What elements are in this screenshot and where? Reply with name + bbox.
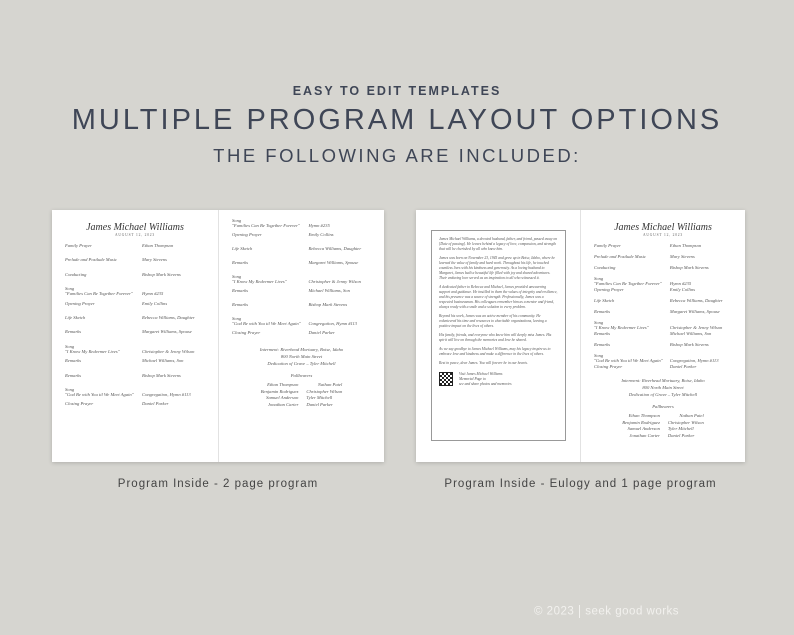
interment-line: 800 North Main Street bbox=[642, 385, 684, 390]
program-date: AUGUST 12, 2023 bbox=[643, 233, 683, 237]
pallbearers-column bbox=[622, 413, 660, 439]
participant: Rebecca Williams, Daughter bbox=[308, 246, 362, 251]
program-row bbox=[52, 257, 218, 271]
program-item-label bbox=[594, 353, 670, 363]
eulogy-paragraph: His family, friends, and everyone who knew him will deeply miss James. His spirit will live on through the memories and love he shared. bbox=[439, 333, 552, 342]
program-item-label bbox=[65, 272, 142, 277]
participant: Daniel Parker bbox=[669, 364, 697, 369]
program-name: James Michael Williams bbox=[86, 222, 184, 233]
program-item-label bbox=[594, 276, 670, 286]
item-label: Opening Prayer bbox=[232, 232, 262, 237]
program-item-label bbox=[232, 232, 308, 237]
two-page-program-mockup bbox=[52, 210, 384, 462]
item-label: Remarks bbox=[232, 260, 249, 265]
interment-info bbox=[219, 346, 384, 367]
footer-credit bbox=[534, 605, 679, 618]
caption-eulogy: Program Inside - Eulogy and 1 page program bbox=[444, 478, 717, 490]
participant: Congregation, Hymn #113 bbox=[669, 358, 719, 363]
program-row bbox=[219, 302, 384, 316]
program-item-label bbox=[232, 316, 308, 326]
program-name: James Michael Williams bbox=[614, 222, 712, 233]
participant: Bishop Mark Stevens bbox=[669, 342, 709, 347]
program-row bbox=[219, 232, 384, 246]
eulogy-page bbox=[416, 210, 580, 462]
program-item-label bbox=[594, 254, 670, 259]
participant: Christopher & Jenny Wilson bbox=[669, 325, 723, 330]
program-row bbox=[52, 286, 218, 300]
interment-line: 800 North Main Street bbox=[280, 354, 323, 359]
participant: Michael Williams, Son bbox=[669, 331, 712, 336]
program-page-continued bbox=[218, 210, 384, 462]
program-row bbox=[581, 353, 745, 364]
program-row bbox=[581, 364, 745, 375]
participant: Hymn #235 bbox=[142, 291, 164, 297]
pallbearers-column bbox=[306, 382, 342, 408]
interment-line: Interment: Riverhead Mortuary, Boise, Idaho bbox=[259, 347, 344, 352]
program-row bbox=[581, 265, 745, 276]
participant: Hymn #235 bbox=[308, 223, 330, 228]
item-label: Remarks bbox=[232, 302, 249, 307]
song-title: "Families Can Be Together Forever" bbox=[232, 223, 300, 228]
pallbearer-name: Nathan Patel bbox=[679, 413, 704, 418]
participant: Bishop Mark Stevens bbox=[308, 302, 348, 307]
eulogy-paragraph: Rest in peace, dear James. You will forever be in our hearts. bbox=[439, 361, 528, 365]
participant: Mary Stevens bbox=[142, 257, 167, 263]
pallbearer-name: Ethan Thompson bbox=[267, 382, 299, 387]
eulogy-paragraph: As we say goodbye to James Michael Williams, may his legacy inspire us to embrace love and kindness and make a difference in the lives of others. bbox=[439, 347, 551, 356]
item-label: Remarks bbox=[594, 342, 611, 347]
eulogy-paragraph: James was born on November 23, 1945 and grew up in Boise, Idaho, where he learned the value of family and hard work. Throughout his life, he touched countless lives with his kindness and generosity. As a loving husband to Margaret, James built a beautiful life filled with joy and shared adventures. Their enduring love served as an inspiration to all who witnessed it. bbox=[439, 256, 555, 280]
participant: Mary Stevens bbox=[669, 254, 695, 259]
item-label: Life Sketch bbox=[65, 314, 86, 320]
eulogy-program-mockup bbox=[416, 210, 745, 462]
item-label: Song bbox=[232, 316, 242, 321]
pallbearer-name: Jonathan Carter bbox=[267, 401, 299, 407]
eulogy-paragraph: A dedicated father to Rebecca and Michael, James provided unwavering support and guidance. He instilled in them the values of integrity and resilience, and his presence was a source of strength. Professionally, James was a respected businessman. His colleagues remember him as a mentor and friend, always ready with a smile and a solution to every problem. bbox=[439, 285, 558, 309]
program-item-label bbox=[232, 302, 308, 307]
copyright: © 2023 bbox=[534, 605, 575, 618]
program-row bbox=[581, 243, 745, 254]
item-label: Song bbox=[594, 320, 604, 325]
program-item-label bbox=[65, 387, 142, 397]
program-item-label bbox=[594, 298, 670, 303]
program-item-label bbox=[65, 257, 142, 262]
qr-text: see and share photos and memories bbox=[459, 382, 512, 386]
program-row bbox=[219, 288, 384, 302]
program-row bbox=[219, 316, 384, 330]
brand-name: seek good works bbox=[585, 605, 680, 618]
pallbearer-name: Daniel Parker bbox=[306, 401, 333, 407]
program-date: AUGUST 12, 2023 bbox=[115, 233, 155, 237]
qr-text: Memorial Page to bbox=[459, 377, 486, 381]
item-label: Song bbox=[594, 353, 604, 358]
caption-two-page: Program Inside - 2 page program bbox=[117, 478, 319, 490]
eulogy-paragraph: James Michael Williams, a devoted husband, father, and friend, passed away on [Date of passing]. He leaves behind a legacy of love, compassion, and strength that will be cherished by all who knew him. bbox=[439, 237, 558, 251]
item-label: Remarks bbox=[65, 372, 82, 378]
interment-line: Interment: Riverhead Mortuary, Boise, Idaho bbox=[621, 378, 705, 383]
program-row bbox=[52, 373, 218, 387]
participant: Bishop Mark Stevens bbox=[669, 265, 709, 270]
item-label: Song bbox=[594, 276, 604, 281]
item-label: Closing Prayer bbox=[594, 364, 623, 369]
program-row bbox=[52, 301, 218, 315]
program-row bbox=[52, 329, 218, 343]
participant: Ethan Thompson bbox=[142, 243, 174, 248]
item-label: Song bbox=[65, 343, 75, 349]
program-item-label bbox=[232, 218, 308, 228]
pallbearer-name: Jonathan Carter bbox=[629, 432, 660, 438]
participant: Margaret Williams, Spouse bbox=[669, 309, 720, 314]
program-item-label bbox=[594, 243, 670, 248]
program-row bbox=[581, 342, 745, 353]
item-label: Opening Prayer bbox=[65, 300, 95, 306]
program-item-label bbox=[594, 265, 670, 270]
program-item-label bbox=[594, 309, 670, 314]
item-label: Conducting bbox=[594, 265, 616, 270]
program-row bbox=[581, 287, 745, 298]
item-label: Remarks bbox=[65, 329, 82, 335]
song-title: "I Know My Redeemer Lives" bbox=[65, 348, 120, 354]
program-item-label bbox=[65, 373, 142, 378]
participant: Hymn #235 bbox=[669, 281, 692, 286]
program-row bbox=[52, 243, 218, 257]
song-title: "God Be with You til We Meet Again" bbox=[65, 391, 134, 397]
program-item-label bbox=[65, 358, 142, 363]
qr-code-icon bbox=[439, 372, 453, 386]
item-label: Prelude and Postlude Music bbox=[65, 257, 118, 263]
qr-text: Visit James Michael Williams bbox=[459, 372, 503, 376]
eulogy-box bbox=[431, 230, 566, 441]
item-label: Opening Prayer bbox=[594, 287, 624, 292]
program-item-label bbox=[594, 331, 670, 336]
participant: Christopher & Jenny Wilson bbox=[142, 348, 195, 354]
song-title: "I Know My Redeemer Lives" bbox=[232, 279, 287, 284]
program-item-label bbox=[65, 301, 142, 306]
program-item-label bbox=[232, 288, 308, 293]
participant: Bishop Mark Stevens bbox=[142, 271, 181, 277]
item-label: Song bbox=[232, 218, 242, 223]
item-label: Remarks bbox=[594, 331, 611, 336]
pallbearer-name: Samuel Anderson bbox=[266, 395, 299, 400]
interment-line: Dedication of Grave – Tyler Mitchell bbox=[628, 392, 698, 397]
pallbearer-name: Samuel Anderson bbox=[627, 426, 660, 431]
program-row bbox=[219, 260, 384, 274]
item-label: Conducting bbox=[65, 271, 87, 277]
participant: Bishop Mark Stevens bbox=[142, 372, 181, 378]
pallbearer-name: Tyler Mitchell bbox=[667, 426, 694, 431]
divider bbox=[579, 605, 580, 618]
pallbearer-name: Christopher Wilson bbox=[667, 419, 704, 425]
pallbearer-name: Ethan Thompson bbox=[628, 413, 660, 418]
item-label: Song bbox=[65, 286, 75, 292]
item-label: Remarks bbox=[232, 288, 249, 293]
item-label: Remarks bbox=[65, 358, 82, 364]
song-title: "God Be with You til We Meet Again" bbox=[594, 358, 663, 363]
program-row bbox=[52, 387, 218, 401]
program-row bbox=[581, 254, 745, 265]
program-row bbox=[581, 320, 745, 331]
subtitle: THE FOLLOWING ARE INCLUDED: bbox=[213, 145, 581, 166]
pallbearers-list bbox=[219, 382, 384, 408]
program-item-label bbox=[232, 274, 308, 284]
program-page-compact bbox=[580, 210, 745, 462]
program-item-label bbox=[232, 330, 308, 335]
participant: Daniel Parker bbox=[142, 401, 169, 407]
pallbearer-name: Nathan Patel bbox=[317, 382, 343, 387]
program-item-label bbox=[232, 246, 308, 251]
participant: Congregation, Hymn #113 bbox=[142, 391, 191, 397]
program-row bbox=[581, 331, 745, 342]
participant: Daniel Parker bbox=[308, 330, 335, 335]
program-row bbox=[52, 344, 218, 358]
program-row bbox=[581, 298, 745, 309]
program-item-label bbox=[594, 364, 670, 369]
song-title: "God Be with You til We Meet Again" bbox=[232, 321, 301, 326]
participant: Christopher & Jenny Wilson bbox=[308, 279, 361, 284]
eulogy-paragraph: Beyond his work, James was an active member of his community. He volunteered his time and resources to charitable organizations, leaving a positive impact on the lives of others. bbox=[439, 314, 547, 328]
song-title: "I Know My Redeemer Lives" bbox=[594, 325, 649, 330]
program-row bbox=[581, 276, 745, 287]
interment-info bbox=[581, 377, 745, 398]
participant: Emily Collins bbox=[308, 232, 334, 237]
song-title: "Families Can Be Together Forever" bbox=[65, 291, 133, 297]
participant: Emily Collins bbox=[669, 287, 696, 292]
item-label: Family Prayer bbox=[594, 243, 621, 248]
program-row bbox=[219, 218, 384, 232]
item-label: Prelude and Postlude Music bbox=[594, 254, 647, 259]
program-item-label bbox=[232, 260, 308, 265]
program-row bbox=[52, 272, 218, 286]
program-item-label bbox=[65, 286, 142, 296]
participant: Margaret Williams, Spouse bbox=[142, 329, 192, 335]
participant: Michael Williams, Son bbox=[308, 288, 350, 293]
participant: Congregation, Hymn #113 bbox=[308, 321, 358, 326]
program-item-label bbox=[65, 401, 142, 406]
pallbearers-column bbox=[261, 382, 299, 408]
participant: Emily Collins bbox=[142, 300, 168, 306]
item-label: Closing Prayer bbox=[232, 330, 261, 335]
pallbearers-title: Pallbearers bbox=[290, 373, 313, 378]
item-label: Song bbox=[65, 386, 75, 392]
item-label: Remarks bbox=[594, 309, 611, 314]
program-row bbox=[52, 315, 218, 329]
item-label: Song bbox=[232, 274, 242, 279]
program-row bbox=[219, 330, 384, 344]
program-row bbox=[581, 309, 745, 320]
program-item-label bbox=[594, 287, 670, 292]
item-label: Life Sketch bbox=[232, 246, 253, 251]
song-title: "Families Can Be Together Forever" bbox=[594, 281, 662, 286]
program-row bbox=[219, 246, 384, 260]
pallbearers-column bbox=[668, 413, 704, 439]
pallbearer-name: Christopher Wilson bbox=[306, 388, 343, 394]
program-row bbox=[219, 274, 384, 288]
pallbearer-name: Daniel Parker bbox=[667, 432, 695, 438]
eyebrow-heading: EASY TO EDIT TEMPLATES bbox=[292, 84, 502, 98]
program-item-label bbox=[65, 329, 142, 334]
program-item-label bbox=[65, 344, 142, 354]
program-row bbox=[52, 358, 218, 372]
participant: Michael Williams, Son bbox=[142, 358, 184, 364]
participant: Rebecca Williams, Daughter bbox=[669, 298, 723, 303]
program-item-label bbox=[65, 243, 142, 248]
pallbearer-name: Tyler Mitchell bbox=[306, 395, 333, 400]
program-item-label bbox=[594, 320, 670, 330]
participant: Ethan Thompson bbox=[669, 243, 702, 248]
program-page-full bbox=[52, 210, 218, 462]
pallbearers-title: Pallbearers bbox=[652, 404, 674, 409]
item-label: Life Sketch bbox=[594, 298, 615, 303]
program-row bbox=[52, 401, 218, 415]
pallbearers-list bbox=[581, 413, 745, 439]
item-label: Closing Prayer bbox=[65, 401, 94, 407]
main-title: MULTIPLE PROGRAM LAYOUT OPTIONS bbox=[71, 104, 723, 136]
item-label: Family Prayer bbox=[65, 243, 92, 248]
participant: Margaret Williams, Spouse bbox=[308, 260, 359, 265]
program-item-label bbox=[594, 342, 670, 347]
pallbearer-name: Benjamin Rodriguez bbox=[622, 419, 660, 425]
interment-line: Dedication of Grave – Tyler Mitchell bbox=[267, 361, 336, 366]
participant: Rebecca Williams, Daughter bbox=[142, 314, 195, 320]
program-item-label bbox=[65, 315, 142, 320]
pallbearer-name: Benjamin Rodriguez bbox=[260, 388, 299, 394]
